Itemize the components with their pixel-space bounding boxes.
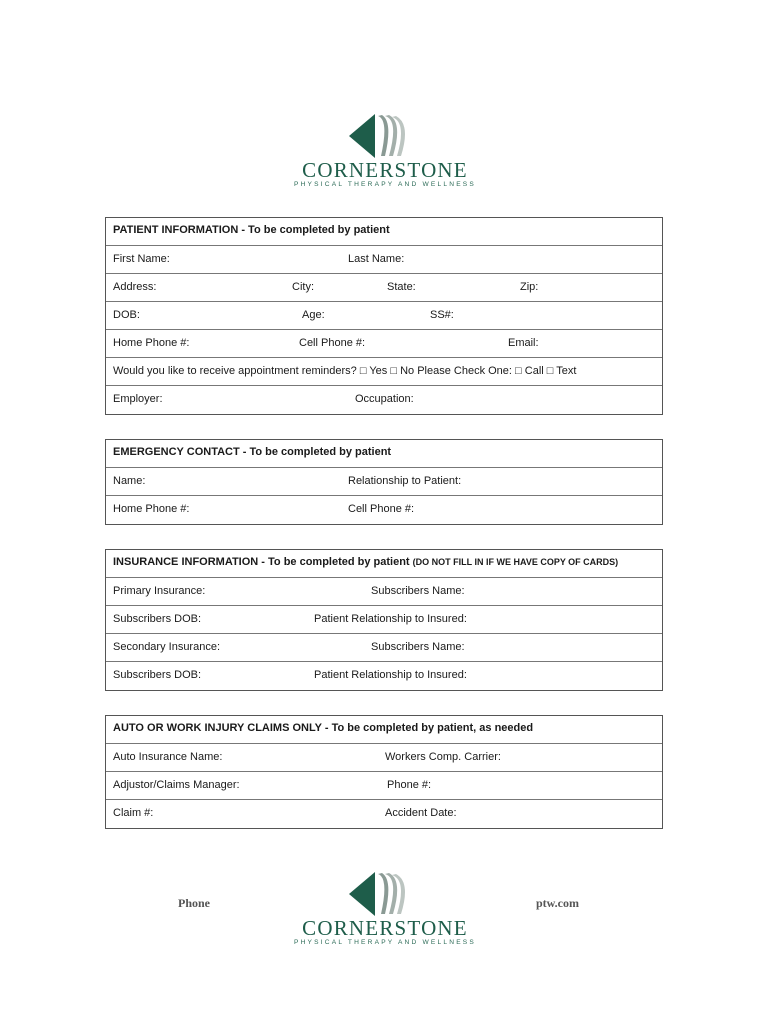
logo-wordmark: CORNERSTONE (302, 158, 468, 182)
secondary-subscriber-dob-row (106, 662, 662, 690)
patient-name-row (106, 246, 662, 274)
first-name-field[interactable]: First Name: (113, 253, 170, 265)
insurance-header-row (106, 550, 662, 578)
secondary-insurance-row (106, 634, 662, 662)
primary-subscriber-dob-row (106, 606, 662, 634)
adjustor-field[interactable]: Adjustor/Claims Manager: (113, 779, 240, 791)
patient-dob-row (106, 302, 662, 330)
primary-subscribers-dob-field[interactable]: Subscribers DOB: (113, 613, 202, 625)
email-field[interactable]: Email: (508, 337, 539, 349)
insurance-information-section (105, 549, 663, 691)
text-checkbox[interactable]: □ (546, 365, 554, 377)
reminder-line (113, 365, 576, 377)
patient-header-row (106, 218, 662, 246)
claim-number-field[interactable]: Claim #: (113, 807, 154, 819)
zip-field[interactable]: Zip: (520, 281, 539, 293)
check-one-label: Please Check One: (417, 365, 512, 377)
patient-information-section (105, 217, 663, 415)
emergency-contact-section (105, 439, 663, 525)
emergency-cell-phone-field[interactable]: Cell Phone #: (348, 503, 415, 515)
call-checkbox[interactable]: □ (515, 365, 522, 377)
primary-insurance-row (106, 578, 662, 606)
emergency-header-row (106, 440, 662, 468)
auto-header: AUTO OR WORK INJURY CLAIMS ONLY - To be completed by patient, as needed (113, 722, 534, 734)
cell-phone-field[interactable]: Cell Phone #: (299, 337, 366, 349)
claim-row (106, 800, 662, 828)
address-field[interactable]: Address: (113, 281, 157, 293)
logo-tagline: PHYSICAL THERAPY AND WELLNESS (293, 939, 477, 946)
workers-comp-carrier-field[interactable]: Workers Comp. Carrier: (385, 751, 501, 763)
patient-phone-row (106, 330, 662, 358)
secondary-subscribers-name-field[interactable]: Subscribers Name: (371, 641, 465, 653)
last-name-field[interactable]: Last Name: (348, 253, 405, 265)
ssn-field[interactable]: SS#: (430, 309, 454, 321)
cornerstone-logo-bottom (0, 868, 770, 947)
city-field[interactable]: City: (292, 281, 314, 293)
adjustor-row (106, 772, 662, 800)
insurance-header-note: (DO NOT FILL IN IF WE HAVE COPY OF CARDS) (412, 557, 619, 567)
auto-work-injury-section (105, 715, 663, 829)
footer-phone-text: Phone (178, 896, 211, 910)
logo-tagline: PHYSICAL THERAPY AND WELLNESS (293, 181, 477, 188)
insurance-header: INSURANCE INFORMATION - To be completed by patient (113, 556, 410, 568)
primary-subscribers-name-field[interactable]: Subscribers Name: (371, 585, 465, 597)
emergency-name-row (106, 468, 662, 496)
yes-checkbox[interactable]: □ (359, 365, 367, 377)
auto-insurance-row (106, 744, 662, 772)
emergency-phone-row (106, 496, 662, 524)
reminder-row (106, 358, 662, 386)
logo-wordmark: CORNERSTONE (302, 916, 468, 940)
employer-field[interactable]: Employer: (113, 393, 163, 405)
relationship-field[interactable]: Relationship to Patient: (348, 475, 462, 487)
secondary-insurance-field[interactable]: Secondary Insurance: (113, 641, 221, 653)
patient-address-row (106, 274, 662, 302)
primary-insurance-field[interactable]: Primary Insurance: (113, 585, 206, 597)
reminder-question: Would you like to receive appointment reminders? (113, 365, 357, 377)
no-label: No (400, 365, 415, 377)
secondary-relationship-field[interactable]: Patient Relationship to Insured: (314, 669, 467, 681)
emergency-home-phone-field[interactable]: Home Phone #: (113, 503, 190, 515)
age-field[interactable]: Age: (302, 309, 325, 321)
claims-phone-field[interactable]: Phone #: (387, 779, 432, 791)
logo-mark-icon (345, 110, 425, 158)
insurance-header-line (113, 556, 618, 568)
primary-relationship-field[interactable]: Patient Relationship to Insured: (314, 613, 467, 625)
secondary-subscribers-dob-field[interactable]: Subscribers DOB: (113, 669, 202, 681)
emergency-name-field[interactable]: Name: (113, 475, 146, 487)
auto-header-row (106, 716, 662, 744)
call-label: Call (524, 365, 544, 377)
logo-mark-icon (345, 868, 425, 916)
occupation-field[interactable]: Occupation: (355, 393, 414, 405)
emergency-header: EMERGENCY CONTACT - To be completed by patient (113, 446, 392, 458)
yes-label: Yes (369, 365, 388, 377)
patient-header: PATIENT INFORMATION - To be completed by patient (113, 224, 390, 236)
footer-website-text: ptw.com (536, 896, 579, 910)
no-checkbox[interactable]: □ (390, 365, 398, 377)
state-field[interactable]: State: (387, 281, 416, 293)
auto-insurance-name-field[interactable]: Auto Insurance Name: (113, 751, 223, 763)
cornerstone-logo-top (0, 110, 770, 189)
patient-employer-row (106, 386, 662, 414)
accident-date-field[interactable]: Accident Date: (385, 807, 457, 819)
dob-field[interactable]: DOB: (113, 309, 140, 321)
text-label: Text (556, 365, 577, 377)
home-phone-field[interactable]: Home Phone #: (113, 337, 190, 349)
